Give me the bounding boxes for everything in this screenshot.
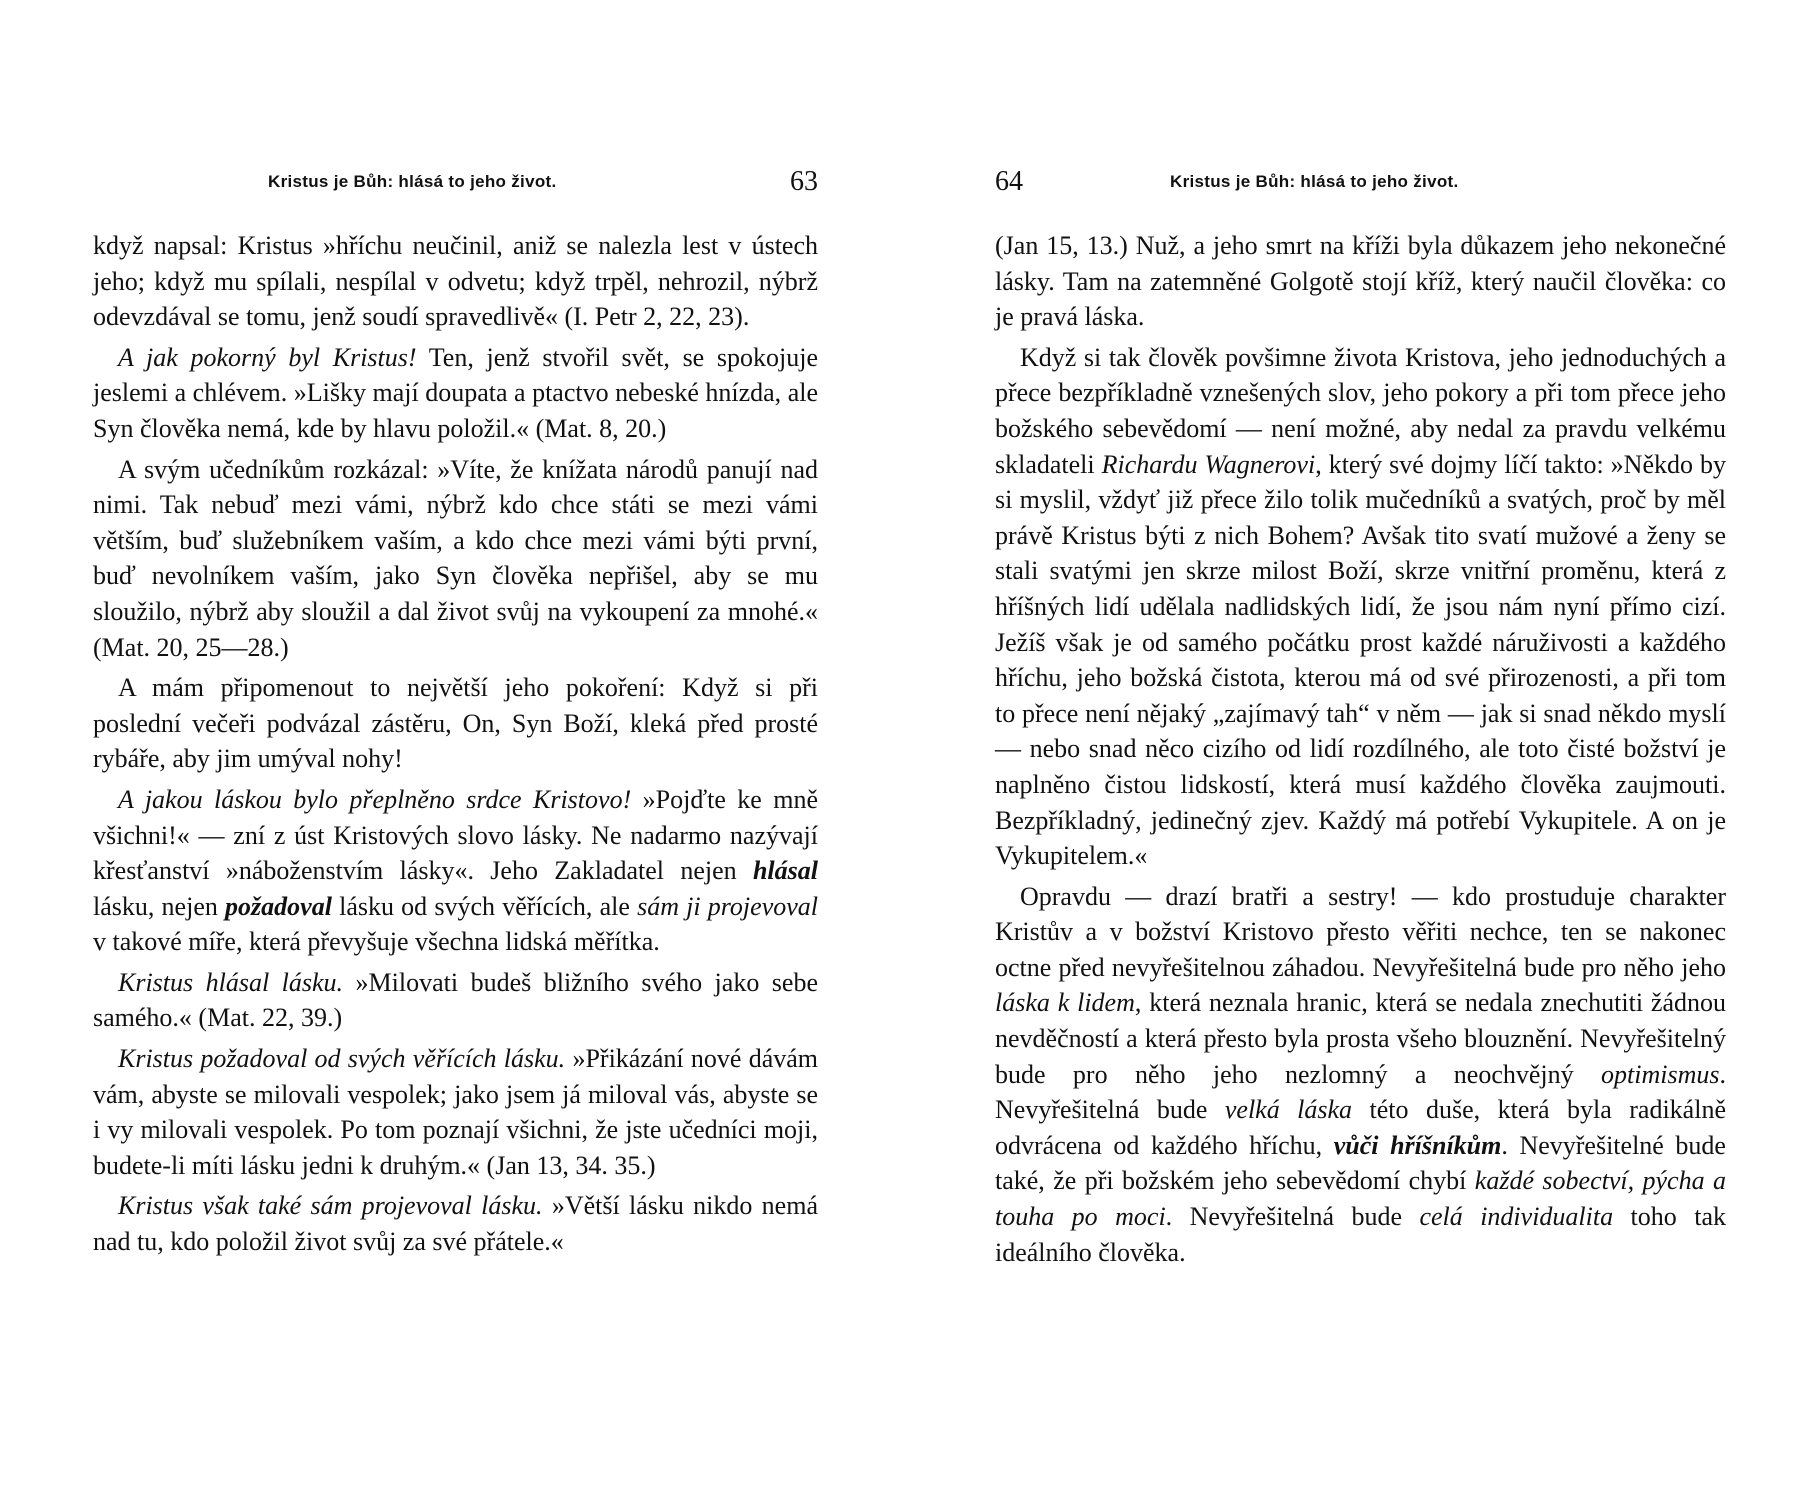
text-run: , který své dojmy líčí takto: »Někdo by si myslil, vždyť již přece žilo tolik mučedníků a svatých, proč by měl právě Kristus býti z nich Bohem? Avšak tito svatí mužové a ženy se stali svatými jen skrze milost Boží, skrze vnitřní proměnu, která z hříšných lidí udělala nadlidských lidí, že jsou nám nyní přímo cizí. Ježíš však je od samého počátku prost každé náruživosti a každého hříchu, jeho božská čistota, kterou má od své přirozenosti, a při tom to přece není nějaký „zajímavý tah“ v něm — jak si snad někdo myslí — nebo snad něco cizího od lidí rozdílného, ale toto čisté božství je naplněno čistou lidskostí, která musí každého člověka zaujmouti. Bezpříkladný, jedinečný zjev. Každý má potřebí Vykupitele. A on je Vykupitelem.« — [995, 449, 1727, 871]
paragraph — [93, 452, 818, 666]
paragraph — [995, 879, 1726, 1271]
emphasis-text: velká láska — [1224, 1095, 1353, 1125]
page-body — [995, 228, 1726, 1275]
emphasis-text: vůči hříšníkům — [1333, 1130, 1502, 1160]
emphasis-text: Kristus hlásal lásku. — [118, 967, 344, 997]
running-head-title: Kristus je Bůh: hlásá to jeho život. — [268, 172, 557, 191]
text-run: . Nevyřešitelná bude — [1165, 1202, 1420, 1232]
text-run: A svým učedníkům rozkázal: »Víte, že knížata národů panují nad nimi. Tak nebuď mezi vámi, nýbrž kdo chce státi se mezi vámi větším, buď služebníkem vaším, a kdo chce mezi vámi býti první, buď nevolníkem vaším, jako Syn člověka nepřišel, aby se mu sloužilo, nýbrž aby sloužil a dal život svůj na vykoupení za mnohé.« (Mat. 20, 25—28.) — [93, 454, 818, 662]
right-page — [995, 0, 1726, 1500]
text-run: lásku, nejen — [93, 891, 226, 921]
left-page — [93, 0, 818, 1500]
emphasis-text: celá individualita — [1419, 1202, 1614, 1232]
page-number: 64 — [995, 166, 1023, 197]
text-run: (Jan 15, 13.) Nuž, a jeho smrt na kříži byla důkazem jeho nekonečné lásky. Tam na zatemněné Golgotě stojí kříž, který naučil člověka: co je pravá láska. — [995, 231, 1726, 332]
paragraph — [93, 340, 818, 447]
emphasis-text: Kristus však také sám projevoval lásku. — [118, 1191, 543, 1221]
text-run: této duše, která byla radikálně odvrácena od každého hříchu, — [995, 1095, 1726, 1160]
text-run: , která neznala hranic, která se nedala znechutiti žádnou nevděčností a která přesto byla prosta všeho blouznění. Nevyřešitelný bude pro něho jeho nezlomný a neochvějný — [995, 988, 1726, 1089]
text-run: »Pojďte ke mně všichni!« — zní z úst Kristových slovo lásky. Ne nadarmo nazývají křesťanství »náboženstvím lásky«. Jeho Zakladatel nejen — [93, 784, 818, 886]
paragraph — [93, 965, 818, 1036]
emphasis-text: Richardu Wagnerovi — [1101, 449, 1316, 479]
paragraph — [995, 228, 1726, 335]
emphasis-text: A jakou láskou bylo přeplněno srdce Kristovo! — [118, 784, 632, 814]
text-run: »Větší lásku nikdo nemá nad tu, kdo položil život svůj za své přátele.« — [93, 1191, 818, 1257]
text-run: Když si tak člověk povšimne života Kristova, jeho jednoduchých a přece bezpříkladně vznešených slov, jeho pokory a při tom přece jeho božského sebevědomí — není možné, aby nedal za pravdu velkému skladateli — [995, 342, 1726, 479]
emphasis-text: hlásal — [752, 856, 818, 886]
text-run: Ten, jenž stvořil svět, se spokojuje jeslemi a chlévem. »Lišky mají doupata a ptactvo nebeské hnízda, ale Syn člověka nemá, kde by hlavu položil.« (Mat. 8, 20.) — [93, 342, 818, 443]
page-body — [93, 228, 818, 1265]
text-run: . Nevyřešitelná bude — [995, 1059, 1726, 1125]
running-head-title: Kristus je Bůh: hlásá to jeho život. — [1170, 172, 1459, 191]
paragraph — [93, 670, 818, 777]
paragraph — [93, 228, 818, 335]
running-head — [995, 166, 1726, 202]
text-run: lásku od svých věřících, ale — [331, 891, 638, 921]
paragraph — [995, 340, 1726, 874]
emphasis-text: A jak pokorný byl Kristus! — [118, 342, 417, 372]
emphasis-text: láska k lidem — [995, 988, 1135, 1018]
text-run: A mám připomenout to největší jeho pokoření: Když si při poslední večeři podvázal zástěru, On, Syn Boží, kleká před prosté rybáře, aby jim umýval nohy! — [93, 673, 818, 774]
text-run: v takové míře, která převyšuje všechna lidská měřítka. — [93, 927, 660, 957]
paragraph — [93, 1041, 818, 1183]
text-run: Opravdu — drazí bratři a sestry! — kdo prostuduje charakter Kristův a v božství Kristovo přesto věřiti nechce, ten se nakonec octne před nevyřešitelnou záhadou. Nevyřešitelná bude pro něho jeho — [995, 881, 1726, 982]
emphasis-text: sám ji projevoval — [637, 891, 818, 921]
running-head — [93, 166, 818, 202]
emphasis-text: optimismus — [1601, 1059, 1720, 1089]
paragraph — [93, 782, 818, 960]
text-run: »Milovati budeš bližního svého jako sebe samého.« (Mat. 22, 39.) — [93, 967, 818, 1033]
text-run: »Přikázání nové dávám vám, abyste se milovali vespolek; jako jsem já miloval vás, abyste se i vy milovali vespolek. Po tom poznají všichni, že jste učedníci moji, budete-li míti lásku jedni k druhým.« (Jan 13, 34. 35.) — [93, 1044, 819, 1180]
emphasis-text: požadoval — [225, 891, 332, 921]
emphasis-text: Kristus požadoval od svých věřících lásku. — [118, 1044, 566, 1074]
page-number: 63 — [790, 166, 818, 197]
text-run: když napsal: Kristus »hříchu neučinil, aniž se nalezla lest v ústech jeho; když mu spílali, nespílal v odvetu; když trpěl, nehrozil, nýbrž odevzdával se tomu, jenž soudí spravedlivě« (I. Petr 2, 22, 23). — [93, 231, 818, 332]
paragraph — [93, 1188, 818, 1259]
text-run: toho tak ideálního člověka. — [995, 1202, 1726, 1267]
emphasis-text: každé sobectví, pýcha a touha po moci — [995, 1166, 1726, 1232]
text-run: . Nevyřešitelné bude také, že při božském jeho sebevědomí chybí — [995, 1130, 1726, 1196]
